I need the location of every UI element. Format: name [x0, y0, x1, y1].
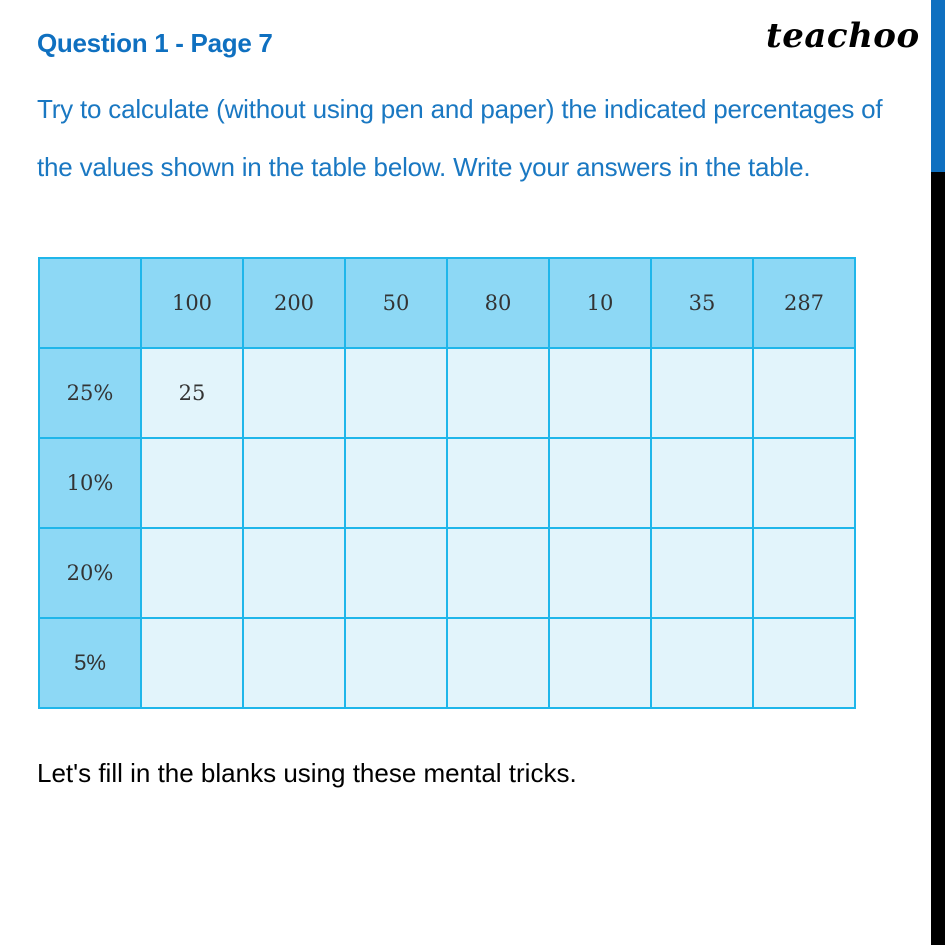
- answer-cell: [141, 618, 243, 708]
- answer-cell: [753, 438, 855, 528]
- answer-cell: [447, 348, 549, 438]
- answer-cell: [549, 438, 651, 528]
- answer-cell: [243, 438, 345, 528]
- answer-cell: [651, 438, 753, 528]
- column-header: 80: [447, 258, 549, 348]
- answer-cell: [651, 348, 753, 438]
- column-header: 287: [753, 258, 855, 348]
- answer-cell: [651, 528, 753, 618]
- column-header: 200: [243, 258, 345, 348]
- answer-cell: [651, 618, 753, 708]
- table-row: [39, 348, 855, 438]
- answer-cell: [549, 618, 651, 708]
- row-header: 20%: [39, 528, 141, 618]
- row-header: 5%: [39, 618, 141, 708]
- percentage-table: [38, 257, 856, 709]
- row-header: 10%: [39, 438, 141, 528]
- answer-cell: [141, 438, 243, 528]
- answer-cell: [753, 528, 855, 618]
- answer-cell: [447, 528, 549, 618]
- answer-cell: [549, 348, 651, 438]
- answer-cell: [447, 618, 549, 708]
- column-header: 50: [345, 258, 447, 348]
- table-row: [39, 438, 855, 528]
- answer-cell: 25: [141, 348, 243, 438]
- answer-cell: [345, 528, 447, 618]
- answer-cell: [243, 348, 345, 438]
- question-text: Try to calculate (without using pen and paper) the indicated percentages of the values shown in the table below. Write your answers in the table.: [37, 94, 883, 182]
- answer-cell: [243, 528, 345, 618]
- answer-cell: [549, 528, 651, 618]
- table-header-row: [39, 258, 855, 348]
- column-header: 100: [141, 258, 243, 348]
- answer-cell: [243, 618, 345, 708]
- answer-cell: [753, 348, 855, 438]
- teachoo-logo: teachoo: [766, 16, 920, 56]
- side-accent-bar-black: [931, 172, 945, 945]
- answer-cell: [345, 438, 447, 528]
- column-header: 35: [651, 258, 753, 348]
- table-row: [39, 528, 855, 618]
- answer-cell: [447, 438, 549, 528]
- table-corner-cell: [39, 258, 141, 348]
- page-title: Question 1 - Page 7: [37, 28, 273, 58]
- side-accent-bar-blue: [931, 0, 945, 172]
- explanation-text: Let's fill in the blanks using these mental tricks.: [37, 758, 577, 788]
- table-row: [39, 618, 855, 708]
- answer-cell: [345, 618, 447, 708]
- answer-cell: [345, 348, 447, 438]
- column-header: 10: [549, 258, 651, 348]
- answer-cell: [753, 618, 855, 708]
- row-header: 25%: [39, 348, 141, 438]
- answer-cell: [141, 528, 243, 618]
